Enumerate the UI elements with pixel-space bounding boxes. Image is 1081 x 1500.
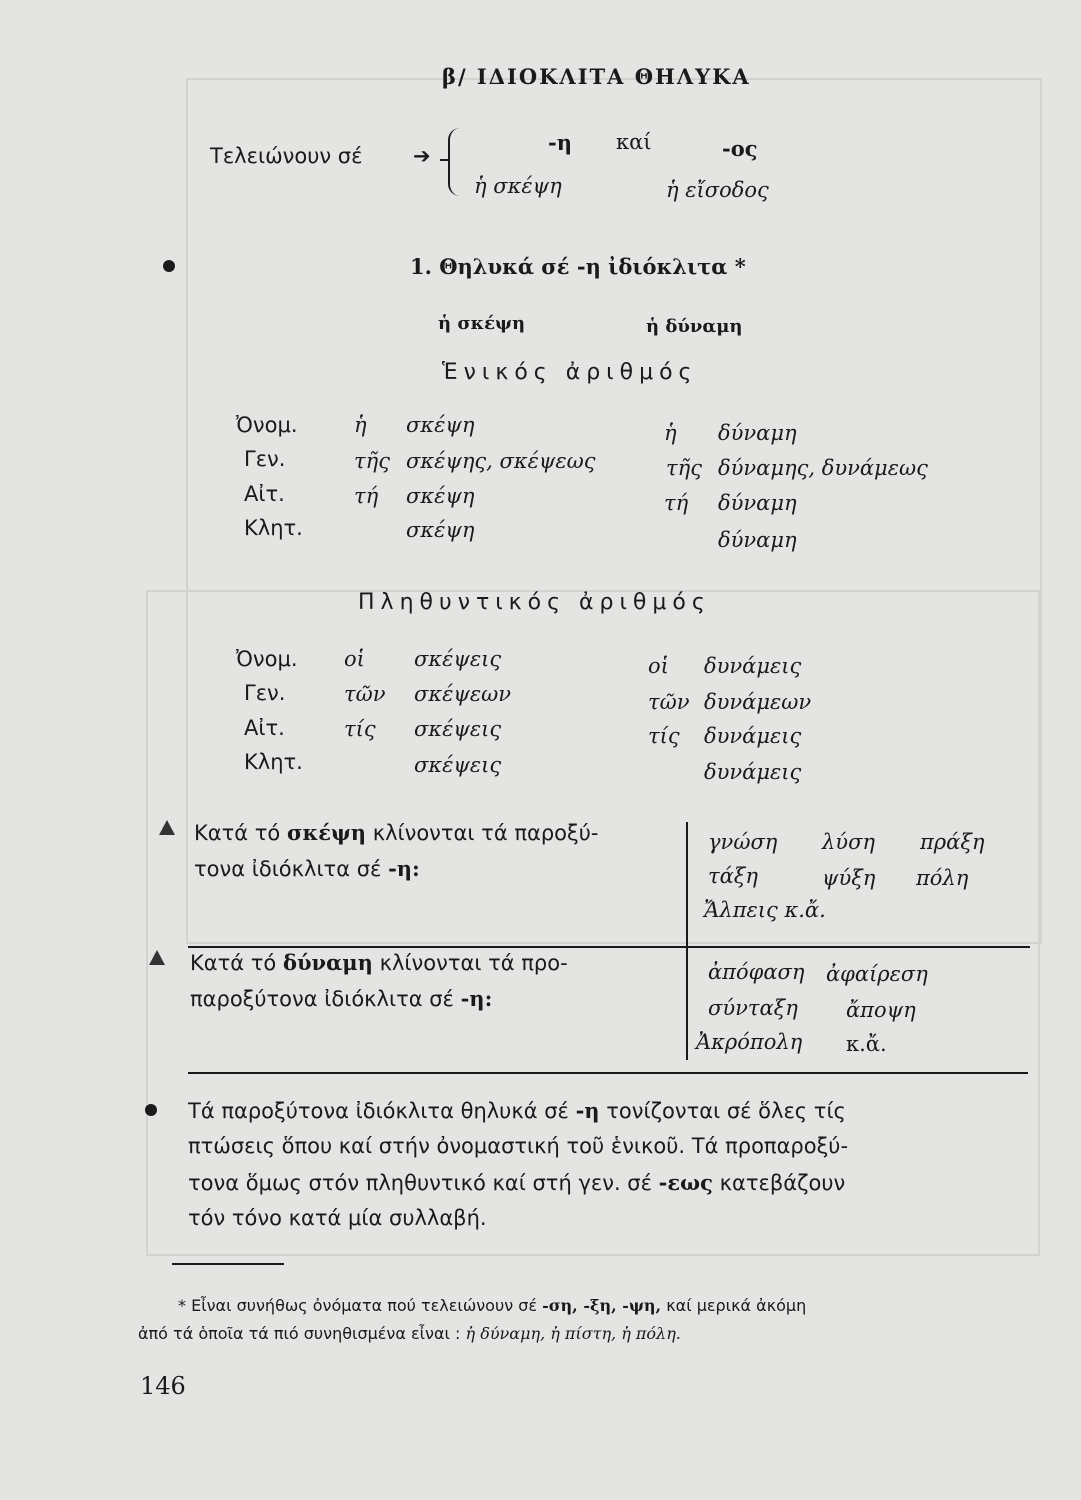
ending-os: -ος bbox=[722, 136, 758, 161]
case-gen-pl: Γεν. bbox=[244, 681, 286, 705]
rule-2-line-1: Κατά τό δύναμη κλίνονται τά προ- bbox=[190, 950, 568, 975]
rule-table-separator bbox=[188, 946, 1030, 948]
bullet-icon bbox=[163, 260, 175, 272]
note-line-3: τονα ὅμως στόν πληθυντικό καί στή γεν. σέ -εως κατεβάζουν bbox=[188, 1170, 846, 1195]
art-nom-sg-2: ἡ bbox=[664, 421, 677, 445]
art-acc-pl-1: τίς bbox=[344, 717, 376, 741]
form-acc-pl-2: δυνάμεις bbox=[704, 724, 802, 748]
art-gen-pl-1: τῶν bbox=[344, 682, 386, 706]
example-skepsi: ἡ σκέψη bbox=[474, 174, 562, 198]
art-gen-sg-2: τῆς bbox=[666, 456, 702, 480]
case-nom-sg: Ὀνομ. bbox=[236, 413, 298, 437]
rule-2-line-2: παροξύτονα ἰδιόκλιτα σέ -η: bbox=[190, 986, 493, 1011]
paradigm-header-dynami: ἡ δύναμη bbox=[646, 316, 743, 337]
form-acc-sg-1: σκέψη bbox=[406, 484, 475, 508]
form-voc-sg-1: σκέψη bbox=[406, 518, 475, 542]
rule-2-example: ἀπόφαση bbox=[708, 960, 805, 984]
triangle-icon bbox=[159, 820, 175, 835]
rule-1-example: πόλη bbox=[916, 866, 969, 890]
endings-lead: Τελειώνουν σέ bbox=[210, 144, 363, 168]
case-acc-sg: Αἰτ. bbox=[244, 482, 285, 506]
rule-1-example: γνώση bbox=[708, 830, 778, 854]
footnote-line-1: * Εἶναι συνήθως ὀνόματα πού τελειώνουν σέ -ση, -ξη, -ψη, καί μερικά ἀκόμη bbox=[178, 1296, 807, 1315]
section-title: β/ ΙΔΙΟΚΛΙΤΑ ΘΗΛΥΚΑ bbox=[442, 64, 751, 89]
rule-2-example: κ.ἄ. bbox=[846, 1032, 887, 1056]
form-gen-sg-2: δύναμης, δυνάμεως bbox=[718, 456, 928, 480]
art-nom-pl-2: οἱ bbox=[648, 654, 669, 678]
art-gen-pl-2: τῶν bbox=[648, 690, 690, 714]
triangle-icon bbox=[149, 950, 165, 965]
form-nom-pl-1: σκέψεις bbox=[414, 647, 502, 671]
form-voc-pl-1: σκέψεις bbox=[414, 753, 502, 777]
paradigm-header-skepsi: ἡ σκέψη bbox=[438, 313, 526, 334]
footnote-line-2: ἀπό τά ὁποῖα τά πιό συνηθισμένα εἶναι : ἡ δύναμη, ἡ πίστη, ἡ πόλη. bbox=[138, 1324, 681, 1343]
rule-2-example: Ἀκρόπολη bbox=[696, 1030, 803, 1054]
form-nom-sg-2: δύναμη bbox=[718, 421, 797, 445]
form-nom-pl-2: δυνάμεις bbox=[704, 654, 802, 678]
footnote-rule bbox=[172, 1263, 284, 1265]
rule-table-divider bbox=[686, 822, 688, 1060]
art-acc-sg-1: τή bbox=[354, 484, 379, 508]
case-voc-sg: Κλητ. bbox=[244, 516, 303, 540]
singular-title: Ἑνικός ἀριθμός bbox=[442, 360, 698, 385]
page-number: 146 bbox=[140, 1372, 186, 1400]
case-voc-pl: Κλητ. bbox=[244, 750, 303, 774]
rule-1-example: λύση bbox=[822, 830, 875, 854]
form-voc-pl-2: δυνάμεις bbox=[704, 760, 802, 784]
rule-1-example: πράξη bbox=[920, 830, 985, 854]
form-gen-sg-1: σκέψης, σκέψεως bbox=[406, 449, 596, 473]
form-gen-pl-2: δυνάμεων bbox=[704, 690, 812, 714]
rule-1-line-2: τονα ἰδιόκλιτα σέ -η: bbox=[194, 856, 420, 881]
rule-1-example: ψύξη bbox=[822, 866, 876, 890]
art-nom-sg-1: ἡ bbox=[354, 413, 367, 437]
rule-1-example: Ἄλπεις κ.ἄ. bbox=[704, 898, 826, 922]
form-nom-sg-1: σκέψη bbox=[406, 413, 475, 437]
subsection-title: 1. Θηλυκά σέ -η ἰδιόκλιτα * bbox=[410, 254, 746, 279]
case-nom-pl: Ὀνομ. bbox=[236, 647, 298, 671]
rule-1-example: τάξη bbox=[708, 864, 758, 888]
rule-table-bottom bbox=[188, 1072, 1028, 1074]
form-acc-sg-2: δύναμη bbox=[718, 491, 797, 515]
ending-eta: -η bbox=[548, 130, 572, 155]
art-nom-pl-1: οἱ bbox=[344, 647, 365, 671]
note-line-2: πτώσεις ὅπου καί στήν ὀνομαστική τοῦ ἑνικοῦ. Τά προπαροξύ- bbox=[188, 1134, 849, 1158]
arrow-icon: ➔ bbox=[413, 144, 431, 168]
conjunction: καί bbox=[616, 130, 652, 154]
art-gen-sg-1: τῆς bbox=[354, 449, 390, 473]
bullet-icon bbox=[145, 1104, 157, 1116]
rule-2-example: ἄποψη bbox=[846, 998, 916, 1022]
form-voc-sg-2: δύναμη bbox=[718, 528, 797, 552]
example-eisodos: ἡ εἴσοδος bbox=[666, 178, 769, 202]
note-line-1: Τά παροξύτονα ἰδιόκλιτα θηλυκά σέ -η τονίζονται σέ ὅλες τίς bbox=[188, 1098, 846, 1123]
case-acc-pl: Αἰτ. bbox=[244, 716, 285, 740]
rule-1-line-1: Κατά τό σκέψη κλίνονται τά παροξύ- bbox=[194, 820, 599, 845]
form-gen-pl-1: σκέψεων bbox=[414, 682, 512, 706]
brace-icon bbox=[448, 128, 462, 196]
rule-2-example: σύνταξη bbox=[708, 996, 798, 1020]
note-line-4: τόν τόνο κατά μία συλλαβή. bbox=[188, 1206, 487, 1230]
art-acc-pl-2: τίς bbox=[648, 724, 680, 748]
art-acc-sg-2: τή bbox=[664, 491, 689, 515]
rule-2-example: ἀφαίρεση bbox=[826, 962, 928, 986]
case-gen-sg: Γεν. bbox=[244, 447, 286, 471]
plural-title: Πληθυντικός ἀριθμός bbox=[358, 590, 711, 615]
form-acc-pl-1: σκέψεις bbox=[414, 717, 502, 741]
